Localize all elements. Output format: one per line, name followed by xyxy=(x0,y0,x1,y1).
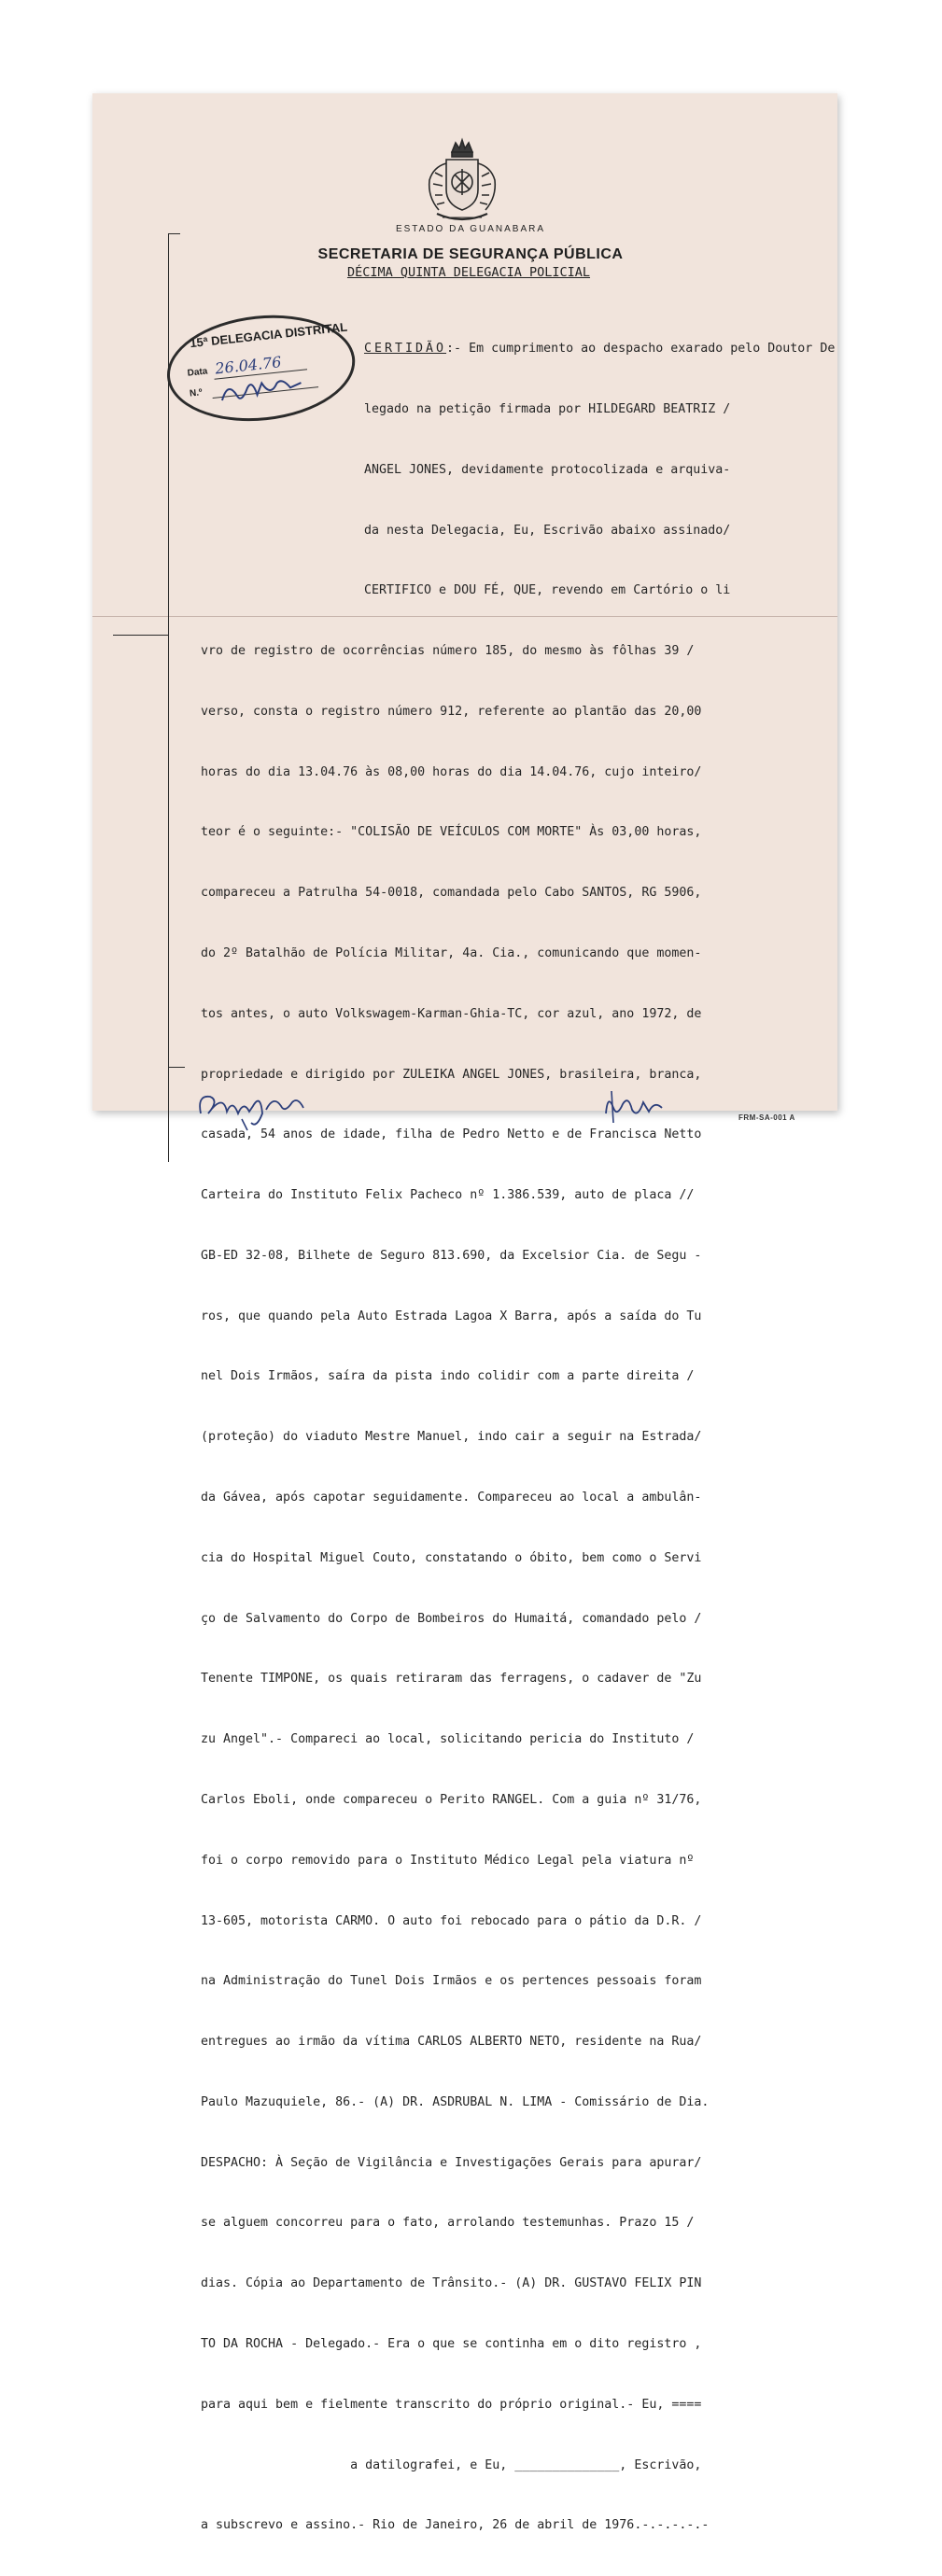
body-line: CERTIFICO e DOU FÉ, QUE, revendo em Cartório o li xyxy=(364,583,731,598)
certificate-lead: CERTIDÃO xyxy=(364,342,447,357)
body-line: propriedade e dirigido por ZULEIKA ANGEL JONES, brasileira, branca, xyxy=(201,1067,702,1082)
body-line: verso, consta o registro número 912, referente ao plantão das 20,00 xyxy=(201,704,702,719)
state-heading: ESTADO DA GUANABARA xyxy=(395,224,546,234)
body-line: se alguem concorreu para o fato, arrolando testemunhas. Prazo 15 / xyxy=(201,2216,695,2231)
body-line: para aqui bem e fielmente transcrito do próprio original.- Eu, ==== xyxy=(201,2397,702,2412)
body-line: da Gávea, após capotar seguidamente. Compareceu ao local a ambulân- xyxy=(201,1491,702,1505)
typist-signature xyxy=(195,1085,307,1132)
clerk-signature xyxy=(597,1085,671,1127)
body-line: teor é o seguinte:- "COLISÃO DE VEÍCULOS COM MORTE" Às 03,00 horas, xyxy=(201,825,702,840)
body-line: ros, que quando pela Auto Estrada Lagoa X Barra, após a saída do Tu xyxy=(201,1309,702,1323)
body-line: horas do dia 13.04.76 às 08,00 horas do dia 14.04.76, cujo inteiro/ xyxy=(201,764,702,779)
body-line: CERTIDÃO:- Em cumprimento ao despacho exarado pelo Doutor De xyxy=(364,342,836,357)
body-line: foi o corpo removido para o Instituto Médico Legal pela viatura nº xyxy=(201,1853,695,1868)
stamp-title: 15ª DELEGACIA DISTRITAL xyxy=(189,319,348,351)
stamp-number-label: N.º xyxy=(189,387,204,399)
margin-tick xyxy=(113,635,169,636)
body-line: vro de registro de ocorrências número 185, do mesmo às fôlhas 39 / xyxy=(201,644,695,659)
certificate-body xyxy=(201,299,836,2576)
precinct-stamp xyxy=(162,305,368,437)
body-line: 13-605, motorista CARMO. O auto foi rebocado para o pátio da D.R. / xyxy=(201,1913,702,1928)
body-line: na Administração do Tunel Dois Irmãos e os pertences pessoais foram xyxy=(201,1974,702,1989)
body-line: casada, 54 anos de idade, filha de Pedro Netto e de Francisca Netto xyxy=(201,1127,702,1142)
body-line: Tenente TIMPONE, os quais retiraram das ferragens, o cadaver de "Zu xyxy=(201,1672,702,1687)
margin-tick xyxy=(168,233,180,234)
body-line: tos antes, o auto Volkswagem-Karman-Ghia-TC, cor azul, ano 1972, de xyxy=(201,1006,702,1021)
body-line: compareceu a Patrulha 54-0018, comandada pelo Cabo SANTOS, RG 5906, xyxy=(201,886,702,901)
body-line: TO DA ROCHA - Delegado.- Era o que se continha em o dito registro , xyxy=(201,2336,702,2351)
precinct-heading: DÉCIMA QUINTA DELEGACIA POLICIAL xyxy=(346,265,591,280)
body-line: entregues ao irmão da vítima CARLOS ALBERTO NETO, residente na Rua/ xyxy=(201,2035,702,2050)
form-code: FRM-SA-001 A xyxy=(738,1113,795,1122)
body-line: Carteira do Instituto Felix Pacheco nº 1.386.539, auto de placa // xyxy=(201,1188,695,1203)
body-line: Paulo Mazuquiele, 86.- (A) DR. ASDRUBAL N. LIMA - Comissário de Dia. xyxy=(201,2094,710,2109)
body-line: dias. Cópia ao Departamento de Trânsito.- (A) DR. GUSTAVO FELIX PIN xyxy=(201,2276,702,2291)
body-line: da nesta Delegacia, Eu, Escrivão abaixo assinado/ xyxy=(364,523,731,538)
body-line: do 2º Batalhão de Polícia Militar, 4a. Cia., comunicando que momen- xyxy=(201,946,702,960)
body-line: zu Angel".- Compareci ao local, solicitando pericia do Instituto / xyxy=(201,1732,695,1747)
body-line: ço de Salvamento do Corpo de Bombeiros do Humaitá, comandado pelo / xyxy=(201,1611,702,1626)
body-line: (proteção) do viaduto Mestre Manuel, indo cair a seguir na Estrada/ xyxy=(201,1430,702,1445)
body-line: cia do Hospital Miguel Couto, constatando o óbito, bem como o Servi xyxy=(201,1550,702,1565)
stamp-date: 26.04.76 xyxy=(214,353,283,378)
body-line: a subscrevo e assino.- Rio de Janeiro, 26 de abril de 1976.-.-.-.-.- xyxy=(201,2518,710,2533)
body-line: ANGEL JONES, devidamente protocolizada e arquiva- xyxy=(364,462,731,477)
margin-tick xyxy=(168,1067,185,1068)
body-line: nel Dois Irmãos, saíra da pista indo colidir com a parte direita / xyxy=(201,1369,695,1384)
coat-of-arms-icon xyxy=(424,135,500,225)
certificate-sheet xyxy=(92,93,837,2533)
body-line: legado na petição firmada por HILDEGARD BEATRIZ / xyxy=(364,401,731,416)
body-line: Carlos Eboli, onde compareceu o Perito RANGEL. Com a guia nº 31/76, xyxy=(201,1792,702,1807)
body-line: GB-ED 32-08, Bilhete de Seguro 813.690, da Excelsior Cia. de Segu - xyxy=(201,1248,702,1263)
stamp-date-label: Data xyxy=(187,366,208,379)
secretariat-heading: SECRETARIA DE SEGURANÇA PÚBLICA xyxy=(317,246,624,262)
body-line: a datilografei, e Eu, ______________, Escrivão, xyxy=(201,2457,702,2472)
body-line: DESPACHO: À Seção de Vigilância e Investigações Gerais para apurar/ xyxy=(201,2155,702,2170)
